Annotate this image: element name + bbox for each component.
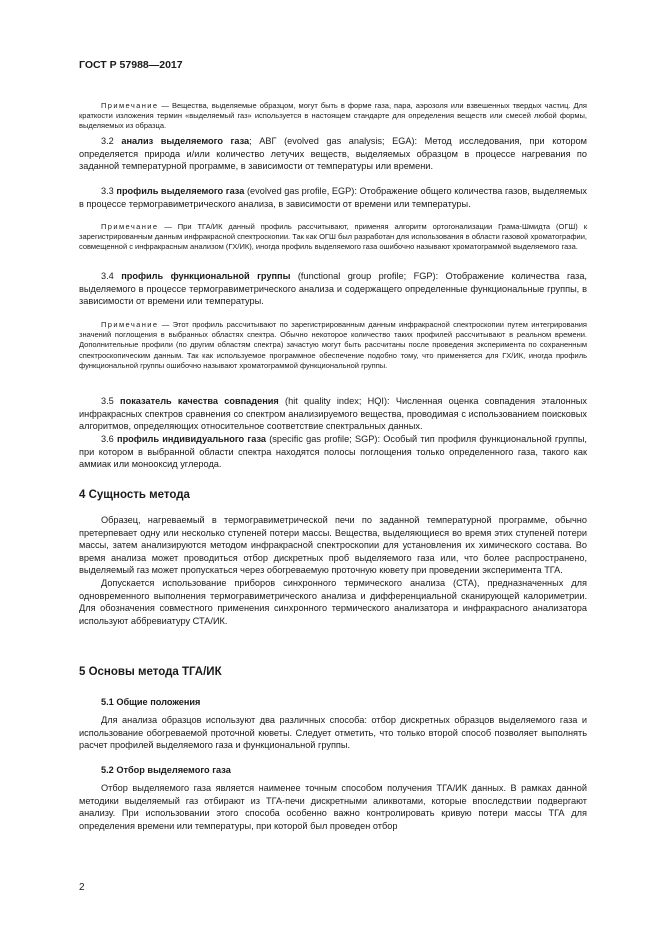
clause-number: 3.3 <box>101 186 114 196</box>
section-title: 4 Сущность метода <box>79 489 190 501</box>
subsection-title: 5.1 Общие положения <box>101 697 201 707</box>
note-label: Примечание <box>101 320 159 329</box>
subsection-5-2-heading <box>79 765 587 775</box>
paragraph: Для анализа образцов используют два различных способа: отбор дискретных образцов выделяемого газа и использование обогреваемой проточной кюветы. Следует отметить, что только второй способ позволяет выполнять расчет профилей выделяемого газа и функциональной группы. <box>79 715 587 751</box>
note-text: — Вещества, выделяемые образцом, могут быть в форме газа, пара, аэрозоля или взвешенных твердых частиц. Для краткости изложения термин «выделяемый газ» используется в настоящем стандарте для определения веществ или смесей любой формы, выделяемых из образца. <box>79 101 587 131</box>
subsection-5-2-body <box>79 782 587 832</box>
note-1 <box>79 101 587 132</box>
definition-text: (hit quality index; HQI): Численная оценка совпадения эталонных инфракрасных спектров сравнения со спектром анализируемого вещества, проводимая с использованием поисковых алгоритмов, определяющих относительное соответствие спектральных данных. <box>79 396 587 432</box>
section-5-heading <box>79 666 587 678</box>
document-header: ГОСТ Р 57988—2017 <box>79 59 183 71</box>
term: профиль индивидуального газа <box>117 434 266 444</box>
clause-number: 3.4 <box>101 271 114 281</box>
subsection-title: 5.2 Отбор выделяемого газа <box>101 765 231 775</box>
term: профиль выделяемого газа <box>116 186 245 196</box>
definition-3-5 <box>79 395 587 433</box>
section-4-body <box>79 514 587 627</box>
note-text: — Этот профиль рассчитывают по зарегистрированным данным инфракрасной спектроскопии путем интегрирования значений поглощения в выбранных областях спектра. Обычно некоторое количество таких профилей рассчитывают в реальном времени. Дополнительные профили (по другим областям спектра) зачастую могут быть рассчитаны после проведения эксперимента по сохраненным спектроскопическим данным. Так как используемое программное обеспечение подобно тому, что применяется для ГХ/ИК, иногда профиль функциональной группы ошибочно называют хроматограммой функциональной группы. <box>79 320 587 370</box>
note-label: Примечание <box>101 101 159 110</box>
definition-3-2 <box>79 135 587 173</box>
clause-number: 3.2 <box>101 136 114 146</box>
definition-3-4 <box>79 270 587 308</box>
clause-number: 3.6 <box>101 434 114 444</box>
term: анализ выделяемого газа <box>121 136 250 146</box>
section-title: 5 Основы метода ТГА/ИК <box>79 666 222 678</box>
definition-text: (specific gas profile; SGP): Особый тип профиля функциональной группы, при котором в выбранной области спектра находятся полосы поглощения только определенного газа, такого как аммиак или монооксид углерода. <box>79 434 587 470</box>
note-3 <box>79 320 587 371</box>
term: показатель качества совпадения <box>120 396 279 406</box>
note-text: — При ТГА/ИК данный профиль рассчитывают, применяя алгоритм ортогонализации Грама-Шмидта (ОГШ) к зарегистрированным данным инфракрасной спектроскопии. Так как ОГШ был разработан для использования в области газовой хроматографии, совмещенной с инфракрасным анализом (ГХ/ИК), иногда профиль выделяемого газа ошибочно называют хроматограммой выделяемого газа. <box>79 222 587 252</box>
subsection-5-1-heading <box>79 697 587 707</box>
term: профиль функциональной группы <box>121 271 291 281</box>
definition-text: (functional group profile; FGP): Отображение количества газа, выделяемого в процессе термогравиметрического анализа и содержащего определенные функциональные группы, в зависимости от времени или температуры. <box>79 271 587 307</box>
definition-3-6 <box>79 433 587 471</box>
clause-number: 3.5 <box>101 396 114 406</box>
section-4-heading <box>79 489 587 501</box>
paragraph: Допускается использование приборов синхронного термического анализа (СТА), предназначенных для одновременного выполнения термогравиметрического анализа и дифференциальной сканирующей калориметрии. Для обозначения совместного применения синхронного термического анализатора и инфракрасного анализатора используют аббревиатуру СТА/ИК. <box>79 577 587 626</box>
paragraph: Образец, нагреваемый в термогравиметрической печи по заданной температурной программе, обычно претерпевает одну или несколько ступеней потери массы. Вещества, выделяющиеся во время этих ступеней потери массы, затем анализируются методом инфракрасной спектроскопии для установления их химического состава. Во время анализа может проводиться отбор дискретных проб выделяемого газа или, что более распространено, выделяемый газ может пропускаться через обогреваемую проточную кювету при проведении эксперимента ТГА. <box>79 515 587 576</box>
definition-text: ; АВГ (evolved gas analysis; EGA): Метод исследования, при котором определяется природа и/или количество летучих веществ, выделяемых образцом в процессе нагревания по заданной температурной программе, в зависимости от температуры или времени. <box>79 136 587 172</box>
page-number: 2 <box>79 882 85 893</box>
note-2 <box>79 222 587 253</box>
paragraph: Отбор выделяемого газа является наименее точным способом получения ТГА/ИК данных. В рамках данной методики выделяемый газ отбирают из ТГА-печи дискретными аликвотами, которые впоследствии подвергают анализу. При использовании этого способа особенно важно контролировать кривую потери массы ТГА для определения времени или температуры, при которой был проведен отбор <box>79 783 587 831</box>
note-label: Примечание <box>101 222 159 231</box>
definition-text: (evolved gas profile, EGP): Отображение общего количества газов, выделяемых в процессе термогравиметрического анализа, в зависимости от времени или температуры. <box>79 186 587 209</box>
subsection-5-1-body <box>79 714 587 752</box>
definition-3-3 <box>79 185 587 210</box>
